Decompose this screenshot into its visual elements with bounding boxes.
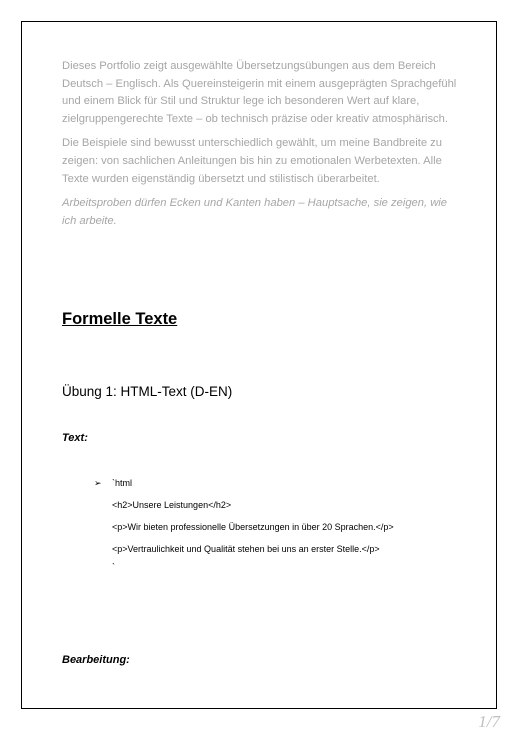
code-line: `html <box>112 478 132 488</box>
section-heading: Formelle Texte <box>62 310 178 328</box>
exercise-title: Übung 1: HTML-Text (D-EN) <box>62 384 233 399</box>
intro-paragraph-1: Dieses Portfolio zeigt ausgewählte Übersetzungsübungen aus dem Bereich Deutsch – Englisch. Als Quereinsteigerin mit einem ausgeprägten Sprachgefühl und einem Blick für Stil und Struktur lege ich besonderen Wert auf klare, zielgruppengerechte Texte – ob technisch präzise oder kreativ atmosphärisch. <box>62 60 457 125</box>
intro-paragraph-2: Die Beispiele sind bewusst unterschiedlich gewählt, um meine Bandbreite zu zeigen: von sachlichen Anleitungen bis hin zu emotionalen Werbetexten. Alle Texte wurden eigenständig übersetzt und stilistisch überarbeitet. <box>62 137 442 185</box>
code-line: <p>Vertraulichkeit und Qualität stehen bei uns an erster Stelle.</p> <box>112 544 380 554</box>
code-line: ` <box>112 562 115 572</box>
text-label: Text: <box>62 432 88 444</box>
intro-text <box>62 58 462 237</box>
page-number: 1/7 <box>478 712 500 731</box>
code-line: <h2>Unsere Leistungen</h2> <box>112 500 232 510</box>
code-line: <p>Wir bieten professionelle Übersetzungen in über 20 Sprachen.</p> <box>112 522 394 532</box>
arrow-bullet-icon: ➢ <box>94 478 102 488</box>
edit-label: Bearbeitung: <box>62 654 130 666</box>
intro-paragraph-3: Arbeitsproben dürfen Ecken und Kanten haben – Hauptsache, sie zeigen, wie ich arbeite. <box>62 197 447 227</box>
